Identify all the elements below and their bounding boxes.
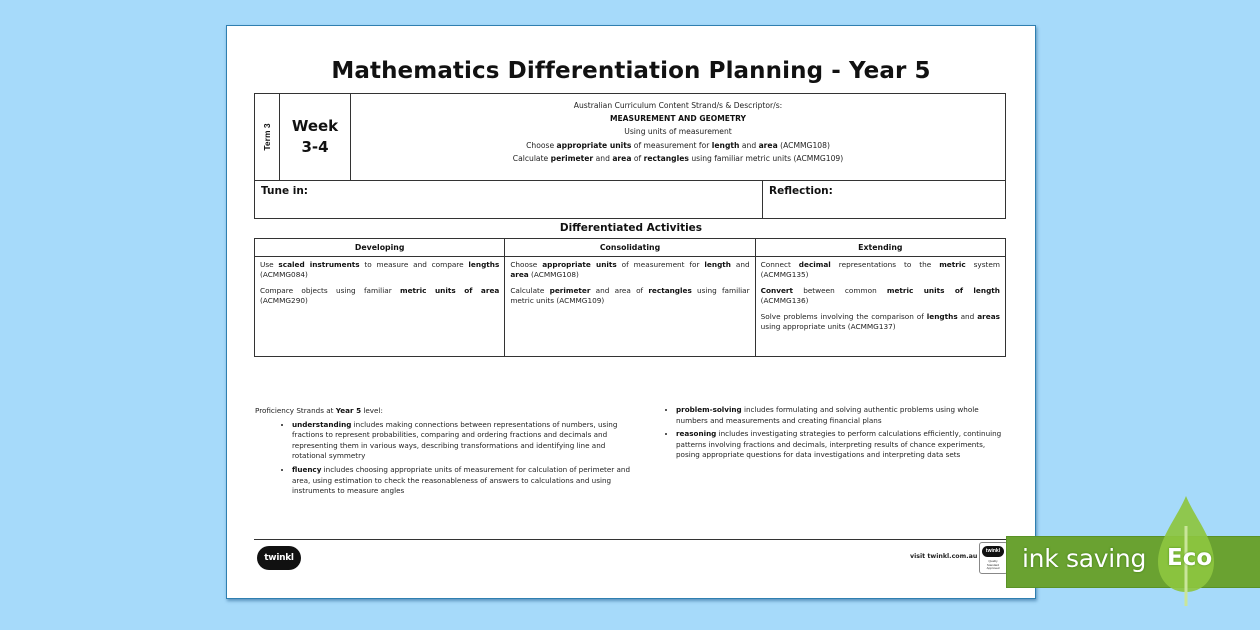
- proficiency-strands-left: [255, 405, 635, 500]
- descriptor-line-2: Calculate perimeter and area of rectangles using familiar metric units (ACMMG109): [512, 153, 844, 163]
- descriptor-intro: Australian Curriculum Content Strand/s & Descriptor/s:: [573, 101, 783, 110]
- term-label: Term 3: [262, 123, 272, 151]
- differentiated-heading: Differentiated Activities: [559, 222, 703, 234]
- header-block: [254, 93, 1006, 181]
- worksheet-page: [226, 25, 1036, 599]
- page-title: Mathematics Differentiation Planning - Year 5: [331, 58, 931, 84]
- curriculum-descriptors: [351, 94, 1005, 180]
- proficiency-item-problem-solving: • problem-solving includes formulating and solving authentic problems using whole numbers and measurements and creating financial plans: [676, 405, 1006, 426]
- column-header-consolidating: Consolidating: [505, 239, 755, 257]
- activity-item: Compare objects using familiar metric units of area (ACMMG290): [260, 286, 500, 305]
- descriptor-line-1: Choose appropriate units of measurement for length and area (ACMMG108): [526, 140, 830, 150]
- visit-link[interactable]: visit twinkl.com.au: [910, 553, 978, 560]
- activity-item: Calculate perimeter and area of rectangles using familiar metric units (ACMMG109): [510, 286, 750, 305]
- strand: MEASUREMENT AND GEOMETRY: [609, 114, 747, 124]
- proficiency-strands-right: [661, 405, 1006, 464]
- week-label: Week: [291, 117, 339, 135]
- reflection-field[interactable]: [763, 181, 1005, 218]
- proficiency-item-understanding: • understanding includes making connections between representations of numbers, using fractions to represent probabilities, comparing and ordering fractions and decimals and representing them in various ways, describing transformations and identifying line and rotational symmetry: [292, 420, 635, 462]
- proficiency-item-reasoning: • reasoning includes investigating strategies to perform calculations efficiently, continuing patterns involving fractions and decimals, interpreting results of chance experiments, posing appropriate questions for data investigations and interpreting data sets: [676, 429, 1006, 461]
- consolidating-cell: [505, 257, 755, 357]
- column-header-developing: Developing: [255, 239, 505, 257]
- eco-label: Eco: [1167, 545, 1213, 571]
- proficiency-item-fluency: • fluency includes choosing appropriate units of measurement for calculation of perimeter and area, using estimation to check the reasonableness of answers to calculations and using instruments to measure angles: [292, 465, 635, 497]
- proficiency-intro: Proficiency Strands at Year 5 level:: [255, 406, 383, 415]
- week-range: 3-4: [301, 138, 329, 156]
- column-header-extending: Extending: [755, 239, 1005, 257]
- ink-saving-label: ink saving: [1022, 544, 1147, 573]
- week-cell: [280, 94, 351, 180]
- activities-table: [254, 238, 1006, 357]
- activity-item: Convert between common metric units of length (ACMMG136): [760, 286, 1000, 305]
- activity-item: Use scaled instruments to measure and compare lengths (ACMMG084): [260, 260, 500, 279]
- activity-item: Solve problems involving the comparison of lengths and areas using appropriate units (ACMMG137): [760, 312, 1000, 331]
- reflection-label: Reflection:: [769, 185, 833, 197]
- tune-in-label: Tune in:: [261, 185, 309, 197]
- substrand: Using units of measurement: [624, 127, 732, 137]
- tune-in-reflection-row: [254, 181, 1006, 219]
- developing-cell: [255, 257, 505, 357]
- twinkl-logo: twinkl: [257, 546, 301, 570]
- activity-item: Connect decimal representations to the metric system (ACMMG135): [760, 260, 1000, 279]
- activity-item: Choose appropriate units of measurement for length and area (ACMMG108): [510, 260, 750, 279]
- quality-badge-icon: twinkl Quality Standard Approved: [979, 542, 1008, 574]
- footer-divider: [254, 539, 1006, 540]
- extending-cell: [755, 257, 1005, 357]
- tune-in-field[interactable]: [255, 181, 763, 218]
- term-cell: [255, 94, 280, 180]
